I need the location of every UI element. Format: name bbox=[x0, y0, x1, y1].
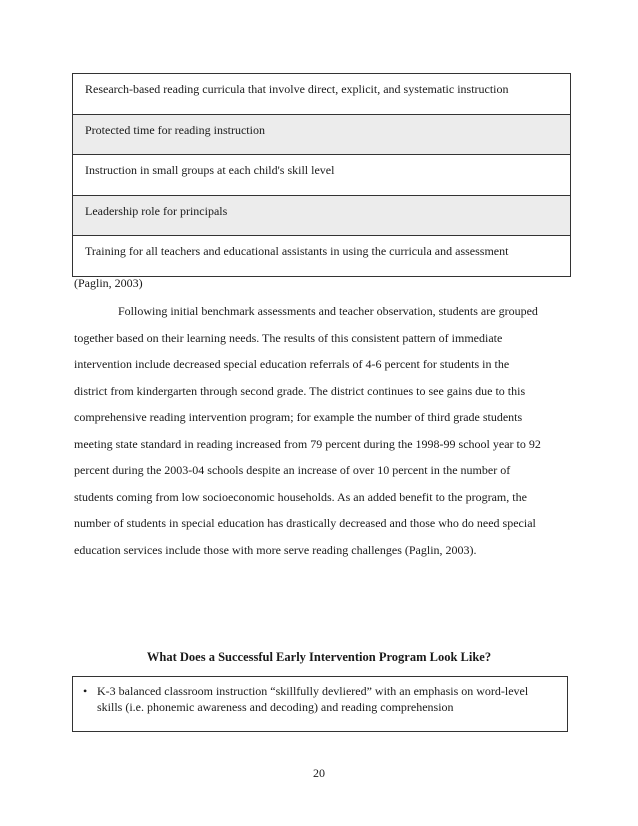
paragraph-text: Following initial benchmark assessments and teacher observation, students are grouped together based on their learning needs. The results of this consistent pattern of immediate intervention include decreased special education referrals of 4-6 percent for students in the district from kindergarten through second grade. The district continues to see gains due to this comprehensive reading intervention program; for example the number of third grade students meeting state standard in reading increased from 79 percent during the 1998-99 school year to 92 percent during the 2003-04 schools despite an increase of over 10 percent in the number of students coming from low socioeconomic households. As an added benefit to the program, the number of students in special education has drastically decreased and those who do need special education services include those with more serve reading challenges (Paglin, 2003). bbox=[74, 304, 541, 557]
table-row: Protected time for reading instruction bbox=[73, 115, 570, 156]
table-row: Leadership role for principals bbox=[73, 196, 570, 237]
table-citation: (Paglin, 2003) bbox=[74, 276, 143, 290]
bullet-text: K-3 balanced classroom instruction “skillfully devliered” with an emphasis on word-level skills (i.e. phonemic awareness and decoding) and reading comprehension bbox=[97, 684, 529, 714]
table-row: Instruction in small groups at each child's skill level bbox=[73, 155, 570, 196]
section-heading: What Does a Successful Early Intervention Program Look Like? bbox=[146, 650, 492, 664]
bullet-box bbox=[72, 676, 568, 732]
page-number: 20 bbox=[313, 766, 325, 780]
table-row: Training for all teachers and educational assistants in using the curricula and assessment bbox=[73, 236, 570, 277]
body-paragraph bbox=[74, 298, 568, 563]
bullet-icon: • bbox=[83, 684, 88, 698]
components-table bbox=[72, 73, 571, 277]
table-row: Research-based reading curricula that involve direct, explicit, and systematic instruction bbox=[73, 74, 570, 115]
